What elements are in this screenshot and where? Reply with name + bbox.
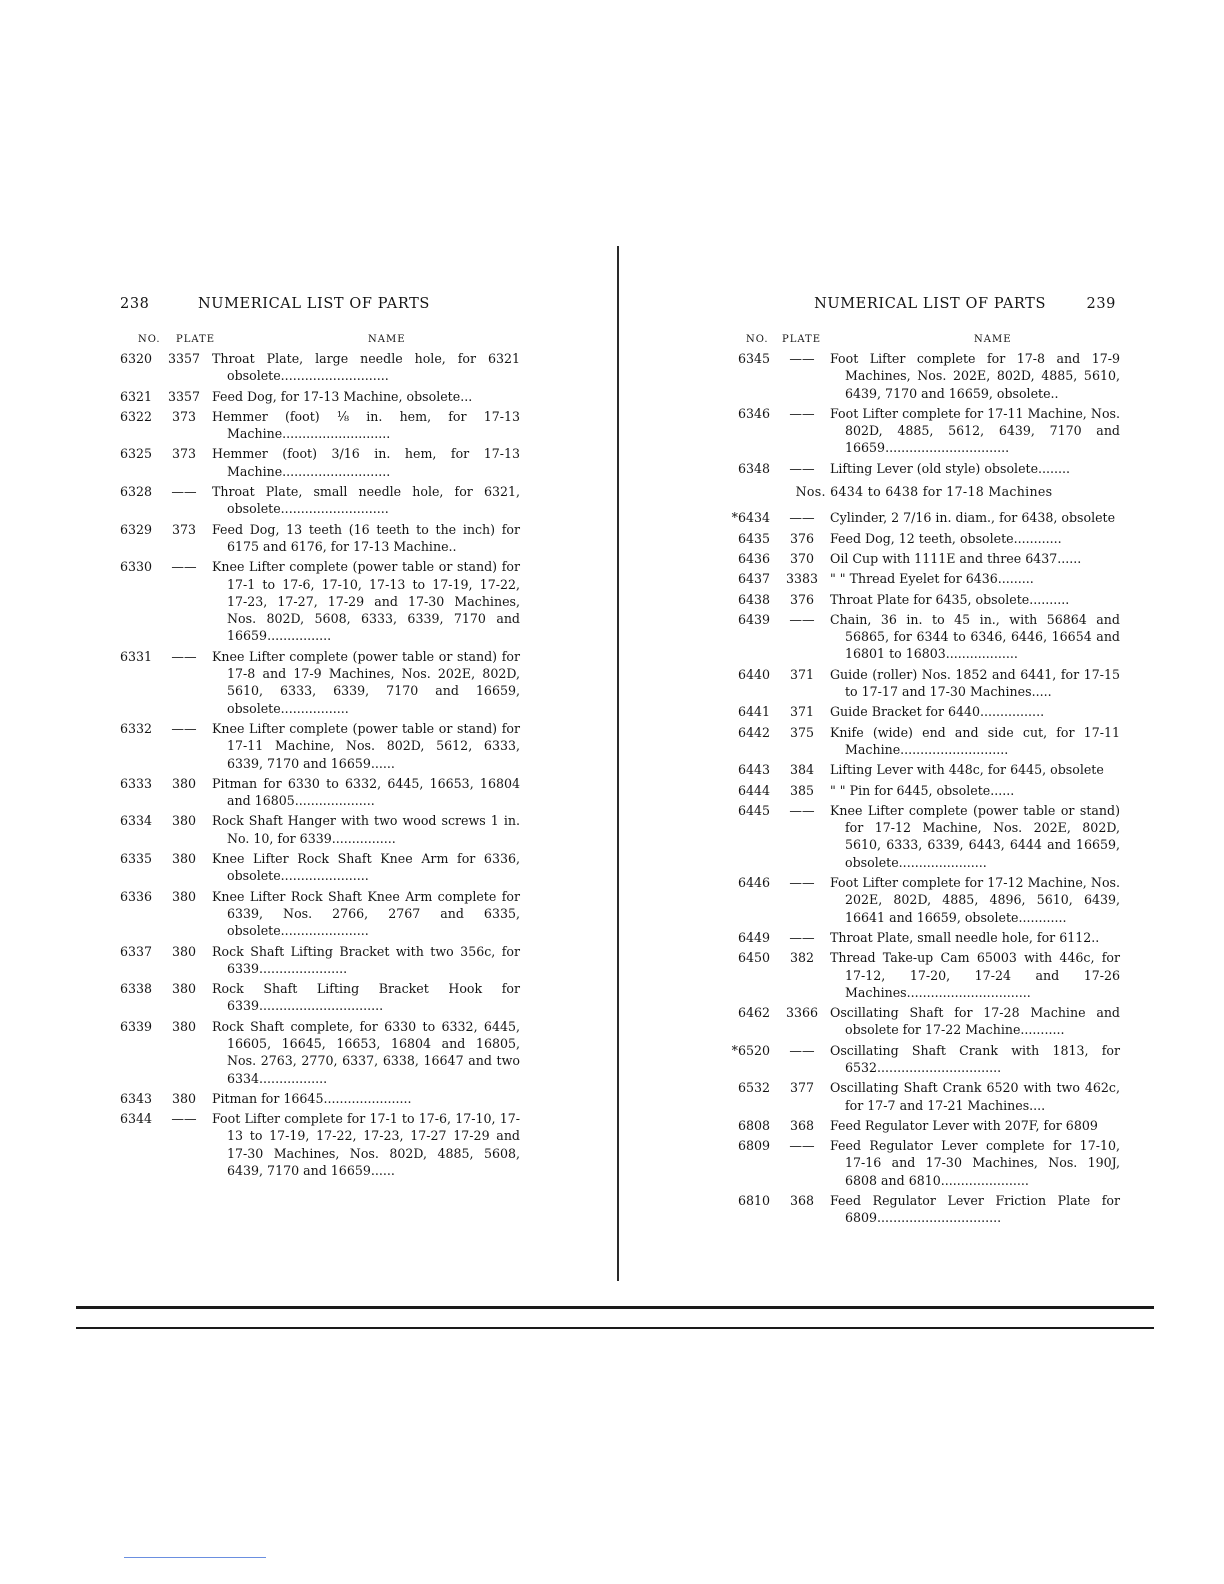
part-name: Cylinder, 2 7/16 in. diam., for 6438, obsolete [830, 510, 1116, 526]
plate-number: 3383 [785, 571, 819, 587]
table-row [110, 521, 520, 556]
table-row [728, 591, 1120, 608]
table-row [110, 775, 520, 810]
part-number: *6434 [731, 510, 770, 526]
plate-number: 376 [789, 591, 815, 607]
part-number: 6337 [119, 943, 152, 959]
plate-number: —— [171, 1111, 197, 1127]
plate-number: 377 [789, 1080, 815, 1096]
table-row [110, 648, 520, 717]
column-header-name: NAME [974, 334, 1012, 345]
table-row [728, 666, 1120, 701]
plate-number: 373 [171, 446, 197, 462]
table-row [728, 1042, 1120, 1077]
table-row [728, 1117, 1120, 1134]
plate-number: 380 [171, 1018, 197, 1034]
parts-list [110, 350, 520, 1182]
column-header-plate: PLATE [176, 334, 216, 345]
table-row [110, 720, 520, 772]
part-number: 6320 [119, 351, 152, 366]
plate-number: —— [789, 802, 815, 818]
parts-list [728, 350, 1120, 1230]
part-number: 6332 [119, 720, 152, 736]
page-number: 238 [120, 296, 150, 312]
part-number: 6343 [119, 1090, 152, 1106]
part-number: 6322 [119, 408, 152, 424]
part-name: Lifting Lever with 448c, for 6445, obsolete [830, 762, 1104, 778]
plate-number: 384 [789, 762, 815, 778]
page-number: 239 [1086, 296, 1116, 312]
plate-number: —— [789, 460, 815, 476]
page-header [728, 296, 1120, 316]
part-name: Hemmer (foot) 3/16 in. hem, for 17-13 Machine........................... [212, 446, 520, 479]
footer-link-line [124, 1557, 266, 1558]
plate-number: 3357 [167, 351, 201, 366]
column-header-no: NO. [138, 334, 161, 345]
part-name: Foot Lifter complete for 17-8 and 17-9 Machines, Nos. 202E, 802D, 4885, 5610, 6439, 7170 and 16659, obsolete.. [830, 351, 1120, 401]
plate-number: —— [789, 1138, 815, 1154]
table-row [110, 1110, 520, 1179]
part-number: 6329 [119, 521, 152, 537]
plate-number: 371 [789, 666, 815, 682]
plate-number: 380 [171, 813, 197, 829]
part-number: 6328 [119, 484, 152, 500]
part-name: Knee Lifter complete (power table or stand) for 17-11 Machine, Nos. 802D, 5612, 6333, 6339, 7170 and 16659...... [212, 720, 520, 771]
table-row [110, 350, 520, 385]
table-row [728, 929, 1120, 946]
table-row [728, 1137, 1120, 1189]
table-row [110, 1090, 520, 1107]
part-name: Knee Lifter complete (power table or stand) for 17-1 to 17-6, 17-10, 17-13 to 17-19, 17-22, 17-23, 17-27, 17-29 and 17-30 Machines, Nos. 802D, 5608, 6333, 6339, 7170 and 16659................ [212, 559, 520, 644]
part-name: Knee Lifter Rock Shaft Knee Arm for 6336, obsolete...................... [212, 851, 520, 884]
table-row [110, 388, 520, 405]
part-name: Rock Shaft Lifting Bracket with two 356c, for 6339...................... [212, 943, 520, 976]
part-number: 6449 [737, 929, 770, 945]
table-row [728, 761, 1120, 778]
plate-number: —— [171, 648, 197, 664]
plate-number: 380 [171, 1090, 197, 1106]
part-name: Oscillating Shaft for 17-28 Machine and obsolete for 17-22 Machine........... [830, 1005, 1120, 1038]
part-number: *6520 [731, 1042, 770, 1058]
part-number: 6348 [737, 460, 770, 476]
table-row [110, 980, 520, 1015]
part-number: 6346 [737, 405, 770, 421]
part-number: 6333 [119, 775, 152, 791]
table-row [110, 850, 520, 885]
page-title: NUMERICAL LIST OF PARTS [198, 296, 430, 312]
plate-number: 376 [789, 530, 815, 546]
plate-number: —— [789, 611, 815, 627]
part-number: 6344 [119, 1111, 152, 1127]
part-number: 6441 [737, 704, 770, 720]
part-name: Throat Plate, small needle hole, for 6321, obsolete........................... [212, 484, 520, 517]
plate-number: —— [789, 875, 815, 891]
table-row [110, 445, 520, 480]
part-number: 6445 [737, 802, 770, 818]
part-name: Lifting Lever (old style) obsolete........ [830, 460, 1071, 476]
part-number: 6442 [737, 724, 770, 740]
part-name: Throat Plate for 6435, obsolete.......... [830, 591, 1070, 607]
part-name: Chain, 36 in. to 45 in., with 56864 and 56865, for 6344 to 6346, 6446, 16654 and 16801 to 16803.................. [830, 611, 1120, 662]
column-header-no: NO. [746, 334, 769, 345]
part-name: Rock Shaft complete, for 6330 to 6332, 6445, 16605, 16645, 16653, 16804 and 16805, Nos. 2763, 2770, 6337, 6338, 16647 and two 6334................. [212, 1018, 520, 1086]
part-name: Knee Lifter complete (power table or stand) for 17-8 and 17-9 Machines, Nos. 202E, 802D, 5610, 6333, 6339, 7170 and 16659, obsolete................. [212, 648, 520, 716]
plate-number: —— [789, 510, 815, 526]
table-row [728, 509, 1120, 526]
plate-number: —— [789, 929, 815, 945]
plate-number: —— [171, 559, 197, 575]
plate-number: —— [789, 351, 815, 366]
part-number: 6436 [737, 550, 770, 566]
part-name: Rock Shaft Lifting Bracket Hook for 6339............................... [212, 981, 520, 1014]
plate-number: 371 [789, 704, 815, 720]
part-number: 6345 [737, 351, 770, 366]
table-row [728, 802, 1120, 871]
part-number: 6443 [737, 762, 770, 778]
part-name: Knee Lifter Rock Shaft Knee Arm complete for 6339, Nos. 2766, 2767 and 6335, obsolete...................... [212, 888, 520, 939]
table-row [728, 874, 1120, 926]
part-number: 6321 [119, 388, 152, 404]
table-row [110, 558, 520, 644]
plate-number: 385 [789, 782, 815, 798]
plate-number: 3366 [785, 1005, 819, 1021]
part-name: Thread Take-up Cam 65003 with 446c, for 17-12, 17-20, 17-24 and 17-26 Machines............................... [830, 950, 1120, 1000]
column-header-name: NAME [368, 334, 406, 345]
part-name: " " Pin for 6445, obsolete...... [830, 782, 1015, 798]
plate-number: 368 [789, 1117, 815, 1133]
plate-number: 370 [789, 550, 815, 566]
part-number: 6338 [119, 981, 152, 997]
part-name: Oscillating Shaft Crank with 1813, for 6532............................... [830, 1042, 1120, 1075]
part-name: Throat Plate, large needle hole, for 6321 obsolete........................... [212, 351, 520, 384]
part-number: 6810 [737, 1193, 770, 1209]
part-number: 6532 [737, 1080, 770, 1096]
table-row [728, 530, 1120, 547]
part-number: 6809 [737, 1138, 770, 1154]
parts-list-group [728, 350, 1120, 477]
part-number: 6444 [737, 782, 770, 798]
plate-number: —— [789, 1042, 815, 1058]
part-number: 6437 [737, 571, 770, 587]
plate-number: 382 [789, 950, 815, 966]
table-row [728, 1192, 1120, 1227]
part-number: 6438 [737, 591, 770, 607]
plate-number: 380 [171, 888, 197, 904]
part-name: Hemmer (foot) ⅛ in. hem, for 17-13 Machine........................... [212, 408, 520, 442]
part-name: Throat Plate, small needle hole, for 6112.. [830, 929, 1100, 945]
plate-number: 373 [171, 521, 197, 537]
column-headers [728, 334, 1120, 348]
part-number: 6331 [119, 648, 152, 664]
part-number: 6440 [737, 666, 770, 682]
plate-number: 3357 [167, 388, 201, 404]
part-number: 6439 [737, 611, 770, 627]
table-row [728, 550, 1120, 567]
plate-number: 368 [789, 1193, 815, 1209]
part-name: Feed Regulator Lever Friction Plate for 6809............................... [830, 1193, 1120, 1226]
table-row [728, 724, 1120, 759]
page-header [110, 296, 520, 316]
part-name: Oil Cup with 1111E and three 6437...... [830, 550, 1082, 566]
bottom-rule [76, 1306, 1154, 1309]
part-name: Knee Lifter complete (power table or stand) for 17-12 Machine, Nos. 202E, 802D, 5610, 6333, 6339, 6443, 6444 and 16659, obsolete...................... [830, 802, 1120, 870]
part-number: 6462 [737, 1005, 770, 1021]
part-name: Guide Bracket for 6440................ [830, 704, 1045, 720]
part-number: 6330 [119, 559, 152, 575]
part-name: Guide (roller) Nos. 1852 and 6441, for 17-15 to 17-17 and 17-30 Machines..... [830, 666, 1120, 700]
part-number: 6808 [737, 1117, 770, 1133]
part-number: 6325 [119, 446, 152, 462]
table-row [728, 460, 1120, 477]
part-number: 6446 [737, 875, 770, 891]
parts-list-group [728, 509, 1120, 1226]
part-number: 6450 [737, 950, 770, 966]
part-name: Foot Lifter complete for 17-11 Machine, Nos. 802D, 4885, 5612, 6439, 7170 and 16659............................... [830, 405, 1120, 456]
table-row [110, 888, 520, 940]
part-name: Foot Lifter complete for 17-12 Machine, Nos. 202E, 802D, 4885, 4896, 5610, 6439, 16641 and 16659, obsolete............ [830, 875, 1120, 925]
part-name: Feed Dog, 12 teeth, obsolete............ [830, 530, 1062, 546]
part-number: 6334 [119, 813, 152, 829]
part-name: Pitman for 6330 to 6332, 6445, 16653, 16804 and 16805.................... [212, 775, 520, 809]
part-name: " " Thread Eyelet for 6436......... [830, 571, 1034, 587]
table-row [728, 1004, 1120, 1039]
part-name: Feed Dog, for 17-13 Machine, obsolete... [212, 388, 473, 404]
column-headers [110, 334, 520, 348]
bottom-rule [76, 1327, 1154, 1329]
part-name: Feed Dog, 13 teeth (16 teeth to the inch) for 6175 and 6176, for 17-13 Machine.. [212, 521, 520, 554]
part-name: Foot Lifter complete for 17-1 to 17-6, 17-10, 17-13 to 17-19, 17-22, 17-23, 17-27 17-29 and 17-30 Machines, Nos. 802D, 4885, 5608, 6439, 7170 and 16659...... [212, 1111, 520, 1179]
part-number: 6435 [737, 530, 770, 546]
plate-number: 375 [789, 724, 815, 740]
part-name: Pitman for 16645...................... [212, 1090, 412, 1106]
part-number: 6336 [119, 888, 152, 904]
table-row [728, 350, 1120, 402]
part-number: 6335 [119, 851, 152, 867]
part-name: Feed Regulator Lever with 207F, for 6809 [830, 1117, 1098, 1133]
table-row [110, 483, 520, 518]
part-name: Oscillating Shaft Crank 6520 with two 462c, for 17-7 and 17-21 Machines.... [830, 1080, 1120, 1113]
plate-number: 373 [171, 408, 197, 424]
table-row [728, 1079, 1120, 1114]
column-header-plate: PLATE [782, 334, 822, 345]
part-name: Rock Shaft Hanger with two wood screws 1 in. No. 10, for 6339................ [212, 813, 520, 846]
plate-number: 380 [171, 943, 197, 959]
page-title: NUMERICAL LIST OF PARTS [814, 296, 1046, 312]
table-row [110, 408, 520, 443]
plate-number: —— [171, 720, 197, 736]
table-row [728, 405, 1120, 457]
table-row [728, 570, 1120, 587]
section-heading: Nos. 6434 to 6438 for 17-18 Machines [795, 484, 1053, 500]
part-name: Knife (wide) end and side cut, for 17-11 Machine........................... [830, 724, 1120, 757]
table-row [728, 703, 1120, 720]
table-row [728, 611, 1120, 663]
plate-number: 380 [171, 981, 197, 997]
plate-number: 380 [171, 851, 197, 867]
part-name: Feed Regulator Lever complete for 17-10, 17-16 and 17-30 Machines, Nos. 190J, 6808 and 6810...................... [830, 1138, 1120, 1188]
plate-number: —— [171, 484, 197, 500]
table-row [728, 949, 1120, 1001]
plate-number: —— [789, 405, 815, 421]
table-row [110, 812, 520, 847]
table-row [728, 782, 1120, 799]
plate-number: 380 [171, 775, 197, 791]
table-row [110, 943, 520, 978]
page-gutter-line [617, 246, 619, 1281]
part-number: 6339 [119, 1018, 152, 1034]
table-row [110, 1018, 520, 1087]
